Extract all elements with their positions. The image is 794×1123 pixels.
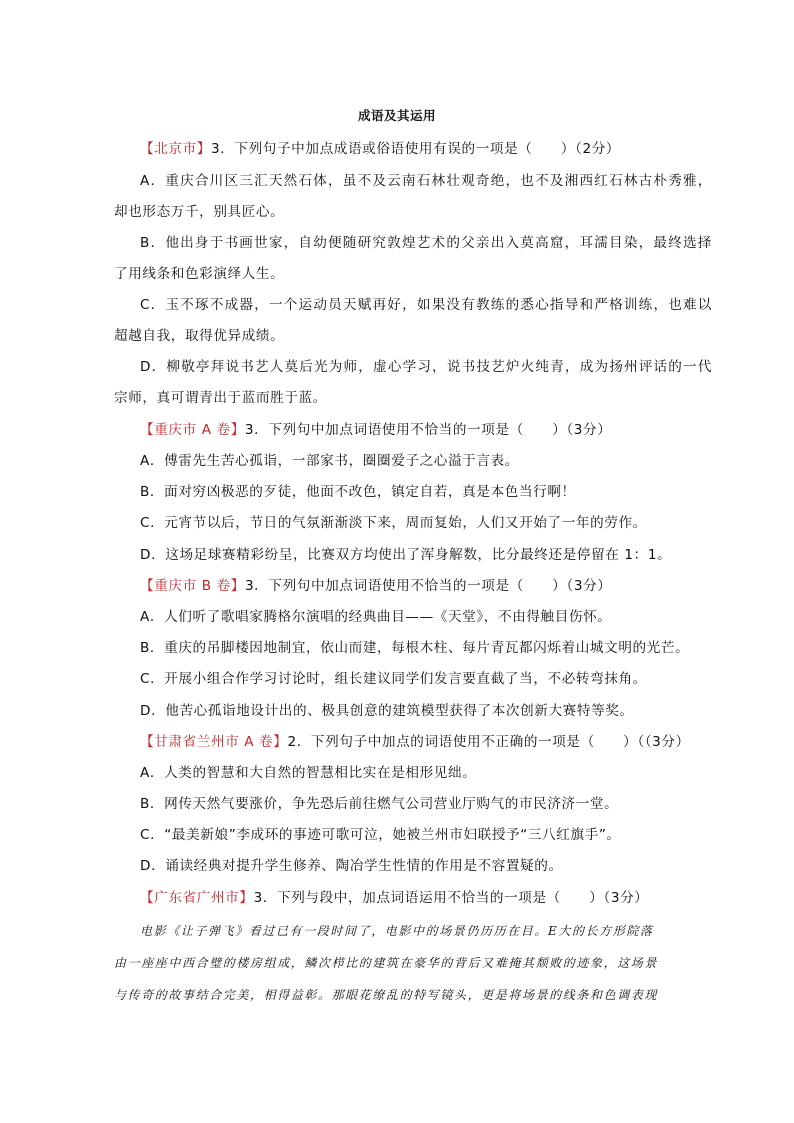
region-tag: 【重庆市 B 卷】 xyxy=(140,578,245,594)
option-d: D．诵读经典对提升学生修养、陶冶学生性情的作用是不容置疑的。 xyxy=(140,858,563,874)
option-a: A．人类的智慧和大自然的智慧相比实在是相形见绌。 xyxy=(140,765,477,781)
option-a-line-1: A．重庆合川区三汇天然石体，虽不及云南石林壮观奇绝，也不及湘西红石林古朴秀雅， xyxy=(140,173,712,189)
region-tag: 【甘肃省兰州市 A 卷】 xyxy=(140,734,288,750)
passage-line-3: 与传奇的故事结合完美，相得益彰。那眼花缭乱的特写镜头，更是将场景的线条和色调表现 xyxy=(114,988,659,1002)
option-b-line-1: B．他出身于书画世家，自幼便随研究敦煌艺术的父亲出入莫高窟，耳濡目染，最终选择 xyxy=(140,235,712,251)
option-a: A．人们听了歌唱家腾格尔演唱的经典曲目——《天堂》，不由得触目伤怀。 xyxy=(140,609,612,625)
question-chongqing-b xyxy=(114,576,712,596)
question-text: 3．下列句子中加点成语或俗语使用有误的一项是（ ）（2分） xyxy=(210,141,621,157)
option-b-line-2: 了用线条和色彩演绎人生。 xyxy=(114,266,285,282)
question-text: 3．下列句中加点词语使用不恰当的一项是（ ）（3分） xyxy=(244,578,612,594)
option-c-line-1: C．玉不琢不成器，一个运动员天赋再好，如果没有教练的悉心指导和严格训练，也难以 xyxy=(140,297,712,313)
question-text: 2．下列句子中加点的词语使用不正确的一项是（ ）（（3分） xyxy=(287,734,690,750)
region-tag: 【北京市】 xyxy=(140,141,211,157)
question-text: 3．下列句中加点词语使用不恰当的一项是（ ）（3分） xyxy=(244,422,612,438)
option-d: D．他苦心孤诣地设计出的、极具创意的建筑模型获得了本次创新大赛特等奖。 xyxy=(140,703,634,719)
option-b: B．重庆的吊脚楼因地制宜，依山而建，每根木柱、每片青瓦都闪烁着山城文明的光芒。 xyxy=(140,640,690,656)
option-b: B．面对穷凶极恶的歹徒，他面不改色，镇定自若，真是本色当行啊！ xyxy=(140,484,576,500)
option-d-line-2: 宗师，真可谓青出于蓝而胜于蓝。 xyxy=(114,390,327,406)
passage-line-2: 由一座座中西合璧的楼房组成，鳞次栉比的建筑在豪华的背后又难掩其颓败的迹象，这场景 xyxy=(114,956,659,970)
option-c: C．开展小组合作学习讨论时，组长建议同学们发言要直截了当，不必转弯抹角。 xyxy=(140,671,647,687)
option-c: C．“最美新娘”李成环的事迹可歌可泣，她被兰州市妇联授予“三八红旗手”。 xyxy=(140,827,621,843)
region-tag: 【重庆市 A 卷】 xyxy=(140,422,245,438)
passage-line-1: 电影《让子弹飞》看过已有一段时间了，电影中的场景仍历历在目。E大的长方形院落 xyxy=(140,924,654,938)
question-guangzhou xyxy=(114,888,712,908)
option-a: A．傅雷先生苦心孤诣，一部家书，圈圈爱子之心溢于言表。 xyxy=(140,453,519,469)
page-title: 成语及其运用 xyxy=(357,108,436,123)
option-c-line-2: 超越自我，取得优异成绩。 xyxy=(114,328,285,344)
option-d-line-1: D．柳敬亭拜说书艺人莫后光为师，虚心学习，说书技艺炉火纯青，成为扬州评话的一代 xyxy=(140,359,712,375)
option-b: B．网传天然气要涨价，争先恐后前往燃气公司营业厅购气的市民济济一堂。 xyxy=(140,796,619,812)
option-a-line-2: 却也形态万千，别具匠心。 xyxy=(114,204,285,220)
region-tag: 【广东省广州市】 xyxy=(140,890,254,906)
question-lanzhou-a xyxy=(114,732,712,752)
question-beijing xyxy=(114,139,712,159)
question-chongqing-a xyxy=(114,420,712,440)
option-d: D．这场足球赛精彩纷呈，比赛双方均使出了浑身解数，比分最终还是停留在 1：1。 xyxy=(140,547,672,563)
question-text: 3．下列与段中，加点词语运用不恰当的一项是（ ）（3分） xyxy=(253,890,649,906)
option-c: C．元宵节以后，节日的气氛渐渐淡下来，周而复始，人们又开始了一年的劳作。 xyxy=(140,515,647,531)
